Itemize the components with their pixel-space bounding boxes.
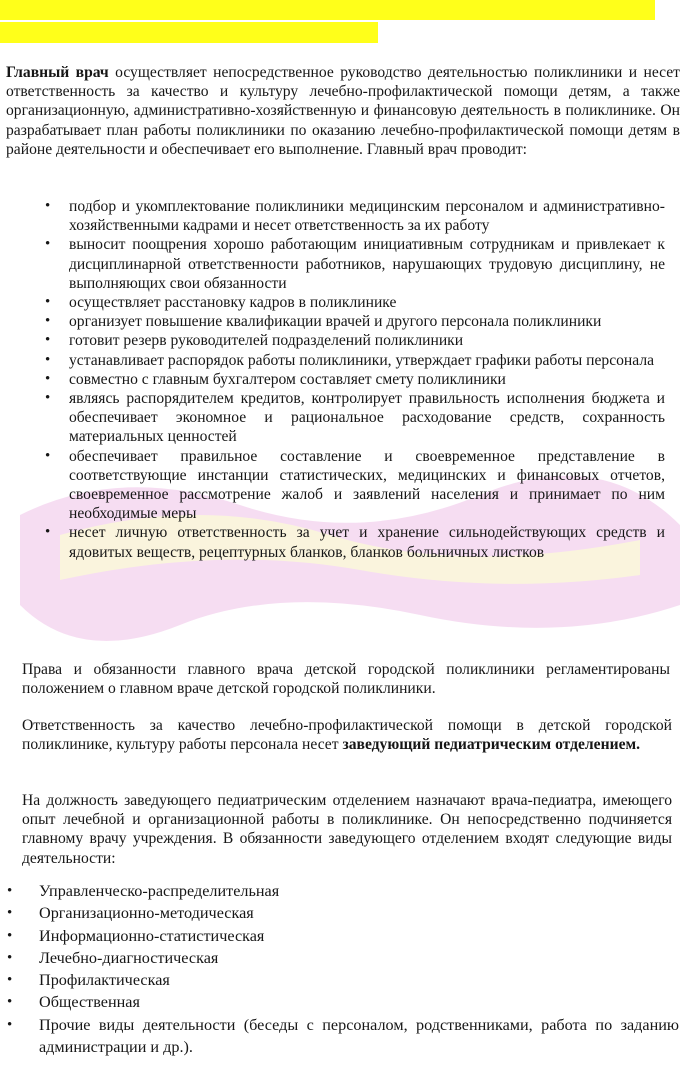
list-item: • Прочие виды деятельности (беседы с персоналом, родственниками, работа по заданию администрации и др.). (39, 1014, 679, 1059)
list-item: • устанавливает распорядок работы поликлиники, утверждает графики работы персонала (69, 351, 665, 370)
list-item: • совместно с главным бухгалтером составляет смету поликлиники (69, 370, 665, 389)
intro-paragraph (6, 63, 680, 159)
list-item: • осуществляет расстановку кадров в поликлинике (69, 293, 665, 312)
list-item: • организует повышение квалификации врачей и другого персонала поликлиники (69, 312, 665, 331)
intro-text: осуществляет непосредственное руководство деятельностью поликлиники и несет ответственность за качество и культуру лечебно-профилактической помощи детям, а также организационную, административно-хозяйственную и финансовую деятельность в поликлинике. Он разрабатывает план работы поликлиники по оказанию лечебно-профилактической помощи детям в районе деятельности и обеспечивает его выполнение. Главный врач проводит: (6, 64, 680, 158)
appointment-paragraph: На должность заведующего педиатрическим отделением назначают врача-педиатра, имеющего опыт лечебной и организационной работы в поликлинике. Он непосредственно подчиняется главному врачу учреждения. В обязанности заведующего отделением входят следующие виды деятельности: (22, 792, 672, 867)
yellow-highlight-bar-short (0, 22, 378, 43)
intro-lead-bold: Главный врач (6, 64, 109, 81)
responsibility-text: Ответственность за качество лечебно-профилактической помощи в детской городской поликлинике, культуру работы персонала несет (22, 717, 672, 754)
list-item: • готовит резерв руководителей подразделений поликлиники (69, 331, 665, 350)
activities-list (39, 880, 679, 1058)
list-item: • Организационно-методическая (39, 902, 679, 924)
list-item: • Общественная (39, 991, 679, 1013)
yellow-highlight-bar (0, 0, 655, 20)
list-item: • являясь распорядителем кредитов, контролирует правильность исполнения бюджета и обеспечивает экономное и рациональное расходование средств, сохранность материальных ценностей (69, 389, 665, 447)
list-item: • несет личную ответственность за учет и хранение сильнодействующих средств и ядовитых веществ, рецептурных бланков, бланков больничных листков (69, 523, 665, 561)
list-item: • обеспечивает правильное составление и своевременное представление в соответствующие инстанции статистических, медицинских и финансовых отчетов, своевременное рассмотрение жалоб и заявлений населения и принимает по ним необходимые меры (69, 447, 665, 524)
list-item: • Управленческо-распределительная (39, 880, 679, 902)
list-item: • выносит поощрения хорошо работающим инициативным сотрудникам и привлекает к дисциплинарной ответственности работников, нарушающих трудовую дисциплину, не выполняющих свои обязанности (69, 235, 665, 293)
list-item: • подбор и укомплектование поликлиники медицинским персоналом и административно-хозяйственными кадрами и несет ответственность за их работу (69, 197, 665, 235)
responsibility-paragraph (22, 716, 672, 754)
list-item: • Профилактическая (39, 969, 679, 991)
responsibility-bold: заведующий педиатрическим отделением. (342, 736, 641, 754)
list-item: • Информационно-статистическая (39, 925, 679, 947)
rights-paragraph: Права и обязанности главного врача детской городской поликлиники регламентированы положением о главном враче детской городской поликлиники. (22, 661, 670, 698)
chief-duties-list (69, 197, 665, 562)
list-item: • Лечебно-диагностическая (39, 947, 679, 969)
